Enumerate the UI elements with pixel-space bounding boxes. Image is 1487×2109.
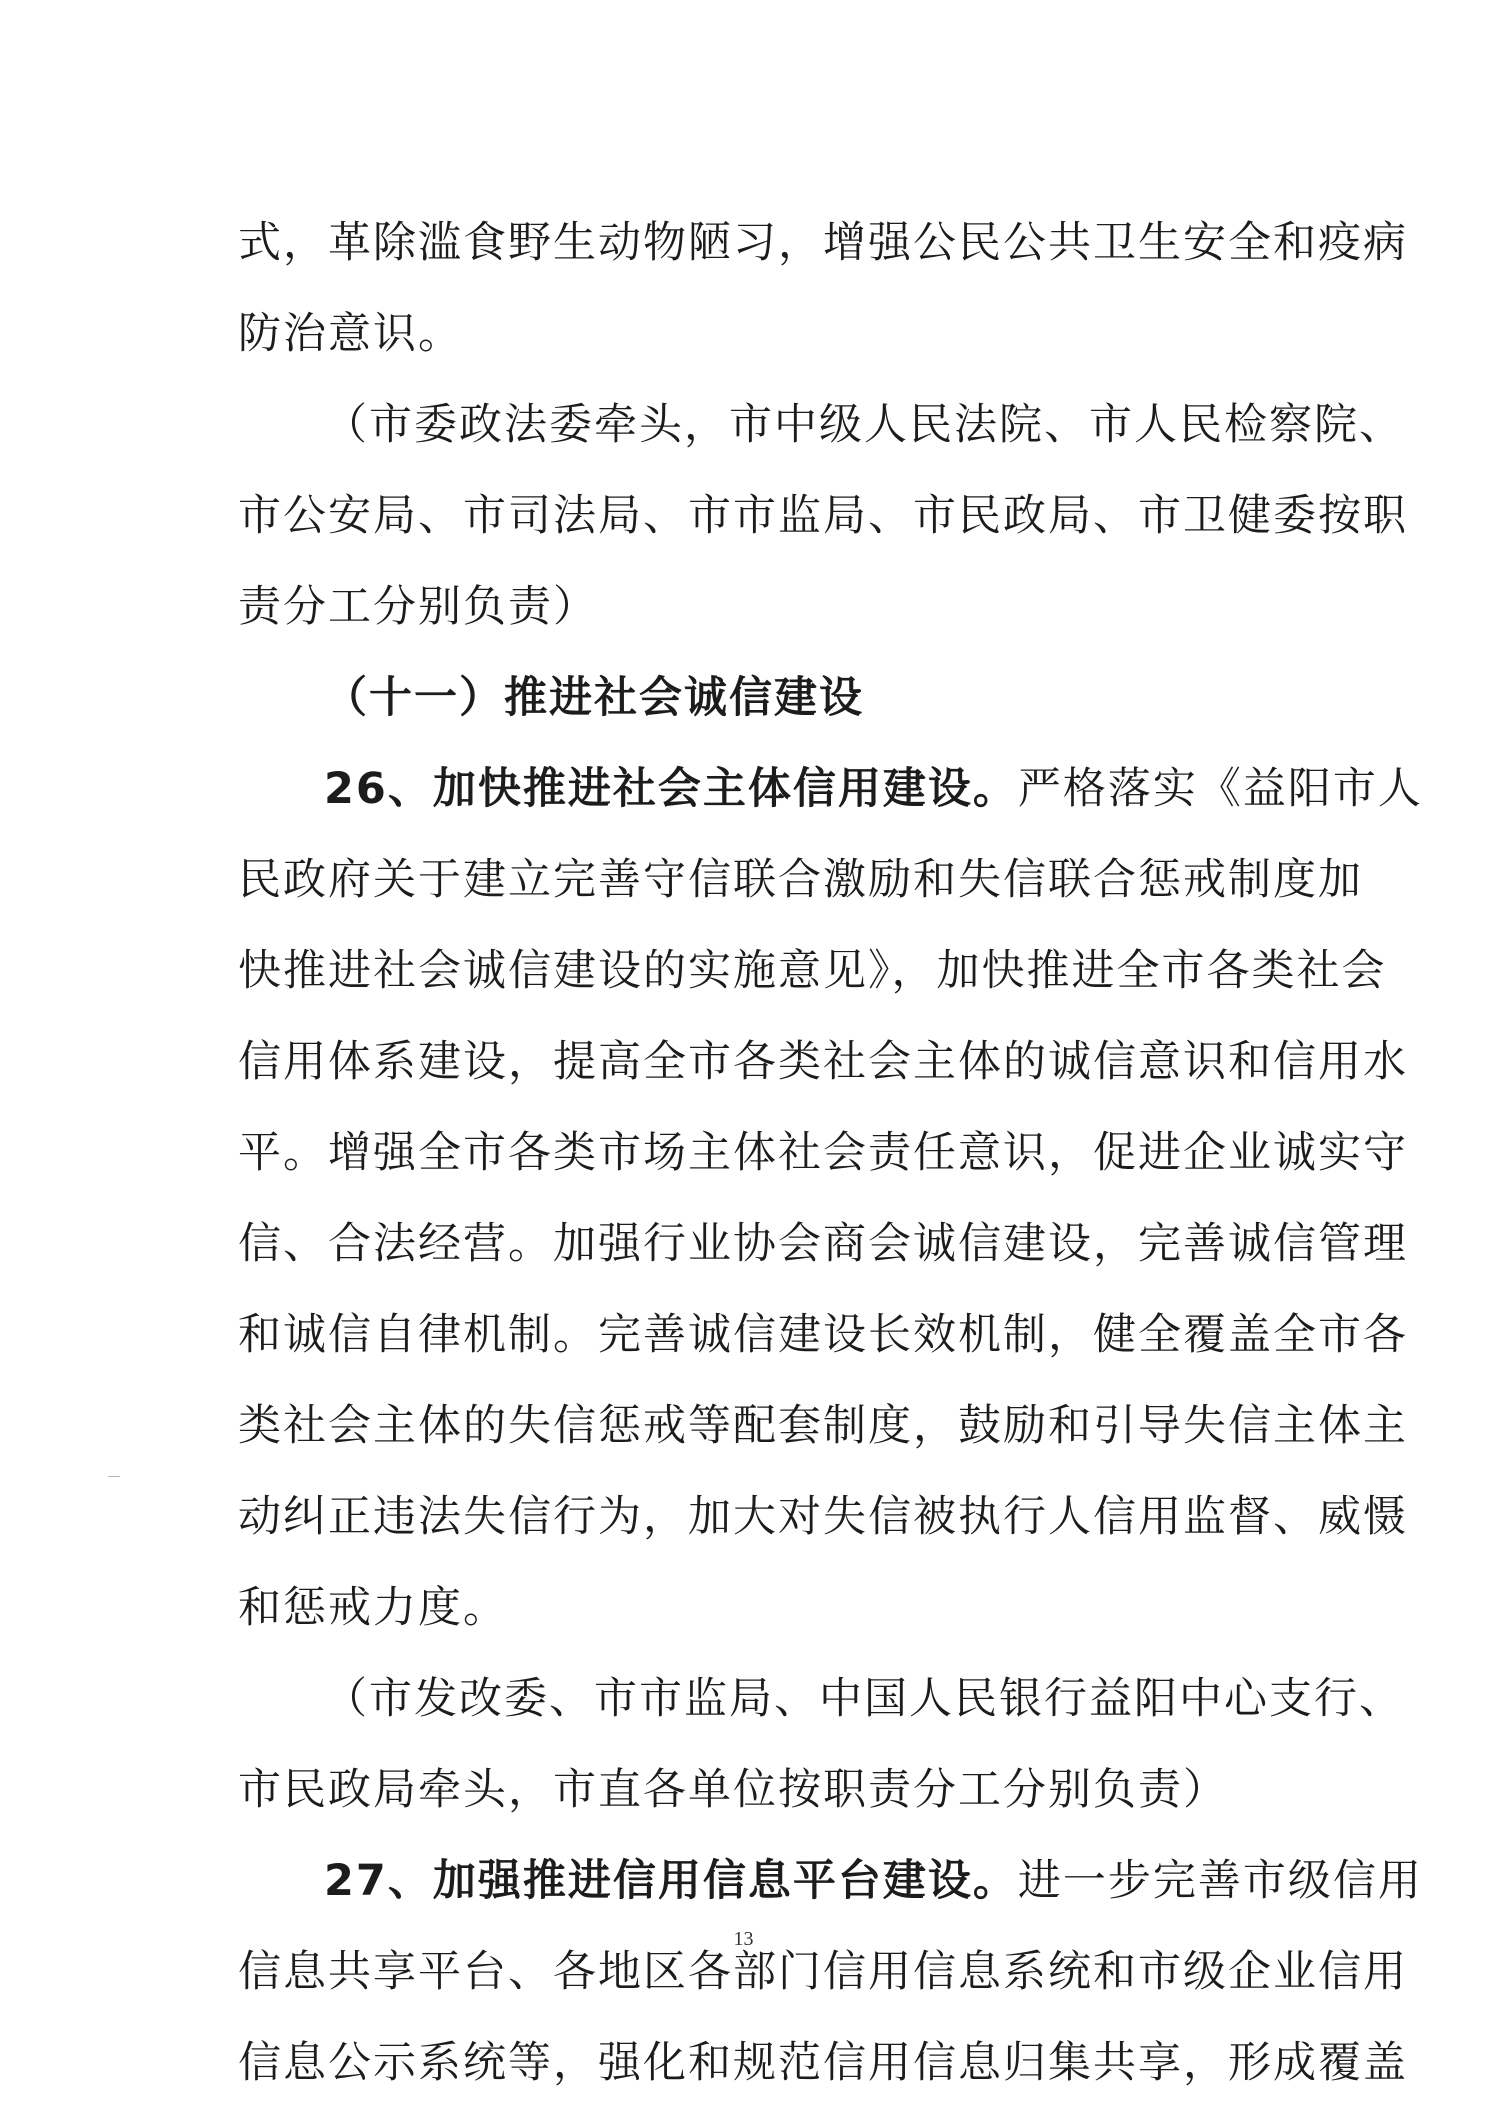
paragraph-line: 和诚信自律机制。完善诚信建设长效机制，健全覆盖全市各 (238, 1310, 1408, 1360)
margin-mark (108, 1476, 120, 1477)
item-27-title: 27、加强推进信用信息平台建设。 (324, 1856, 1018, 1906)
item-27-text-start: 进一步完善市级信用 (1017, 1856, 1423, 1906)
item-26-title: 26、加快推进社会主体信用建设。 (324, 764, 1018, 814)
paragraph-line: 防治意识。 (238, 309, 463, 359)
paragraph-line: 和惩戒力度。 (238, 1583, 508, 1633)
paragraph-line: 平。增强全市各类市场主体社会责任意识，促进企业诚实守 (238, 1128, 1408, 1178)
paragraph-line: 信息公示系统等，强化和规范信用信息归集共享，形成覆盖 (238, 2038, 1408, 2088)
paragraph-line: 民政府关于建立完善守信联合激励和失信联合惩戒制度加 (238, 855, 1363, 905)
section-heading: （十一）推进社会诚信建设 (324, 673, 864, 723)
paragraph-line: 信、合法经营。加强行业协会商会诚信建设，完善诚信管理 (238, 1219, 1408, 1269)
body-text (238, 198, 1423, 2109)
paragraph-line: 信息共享平台、各地区各部门信用信息系统和市级企业信用 (238, 1947, 1408, 1997)
paragraph-line: 快推进社会诚信建设的实施意见》，加快推进全市各类社会 (238, 946, 1387, 996)
paragraph-line: 信用体系建设，提高全市各类社会主体的诚信意识和信用水 (238, 1037, 1408, 1087)
responsibility-note-line: （市委政法委牵头，市中级人民法院、市人民检察院、 (324, 400, 1404, 450)
paragraph-line: 动纠正违法失信行为，加大对失信被执行人信用监督、威慑 (238, 1492, 1408, 1542)
responsibility-note-line: （市发改委、市市监局、中国人民银行益阳中心支行、 (324, 1674, 1404, 1724)
item-27-first-line (238, 1836, 1423, 1927)
responsibility-note-line: 市公安局、市司法局、市市监局、市民政局、市卫健委按职 (238, 491, 1408, 541)
item-26-first-line (238, 744, 1423, 835)
page-number: 13 (733, 1928, 754, 1950)
paragraph-line: 类社会主体的失信惩戒等配套制度，鼓励和引导失信主体主 (238, 1401, 1408, 1451)
responsibility-note-line: 市民政局牵头，市直各单位按职责分工分别负责） (238, 1765, 1228, 1815)
paragraph-line: 式，革除滥食野生动物陋习，增强公民公共卫生安全和疫病 (238, 218, 1408, 268)
item-26-text-start: 严格落实《益阳市人 (1017, 764, 1423, 814)
responsibility-note-line: 责分工分别负责） (238, 582, 598, 632)
